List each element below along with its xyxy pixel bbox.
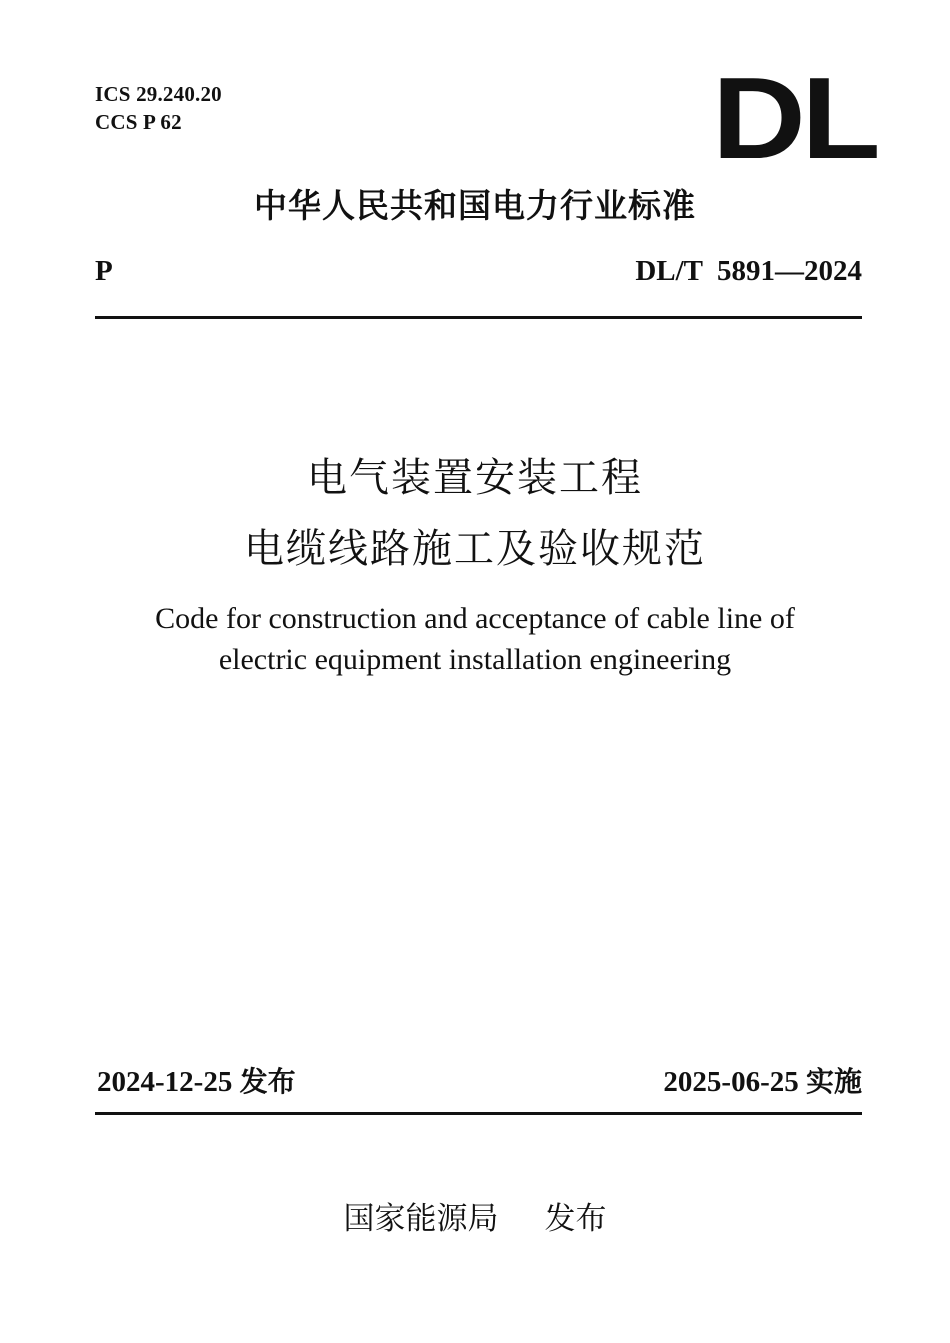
top-divider (95, 316, 862, 319)
title-cn-line2: 电缆线路施工及验收规范 (244, 526, 706, 572)
issue-label: 发布 (239, 1065, 296, 1098)
standard-category-title: 中华人民共和国电力行业标准 (254, 186, 696, 225)
title-en-line2: electric equipment installation engineering (218, 643, 732, 676)
category-code: P (95, 255, 113, 287)
ccs-code: CCS P 62 (95, 110, 182, 134)
title-en-line1: Code for construction and acceptance of cable line of (155, 602, 795, 635)
title-cn-line1: 电气装置安装工程 (307, 455, 643, 501)
ics-code: ICS 29.240.20 (95, 82, 222, 106)
implement-date: 2025-06-25 (663, 1066, 799, 1098)
implement-label: 实施 (805, 1065, 862, 1098)
issue-date-block (97, 1063, 296, 1101)
publisher-name: 国家能源局 (343, 1201, 499, 1237)
publisher-action: 发布 (544, 1201, 607, 1237)
dl-logo: DL (712, 53, 877, 183)
publisher-line (0, 1198, 950, 1240)
classification-codes (95, 80, 222, 136)
implement-date-block (663, 1063, 862, 1101)
issue-date: 2024-12-25 (97, 1066, 233, 1098)
standard-number: DL/T 5891—2024 (635, 255, 862, 287)
bottom-divider (95, 1112, 862, 1115)
